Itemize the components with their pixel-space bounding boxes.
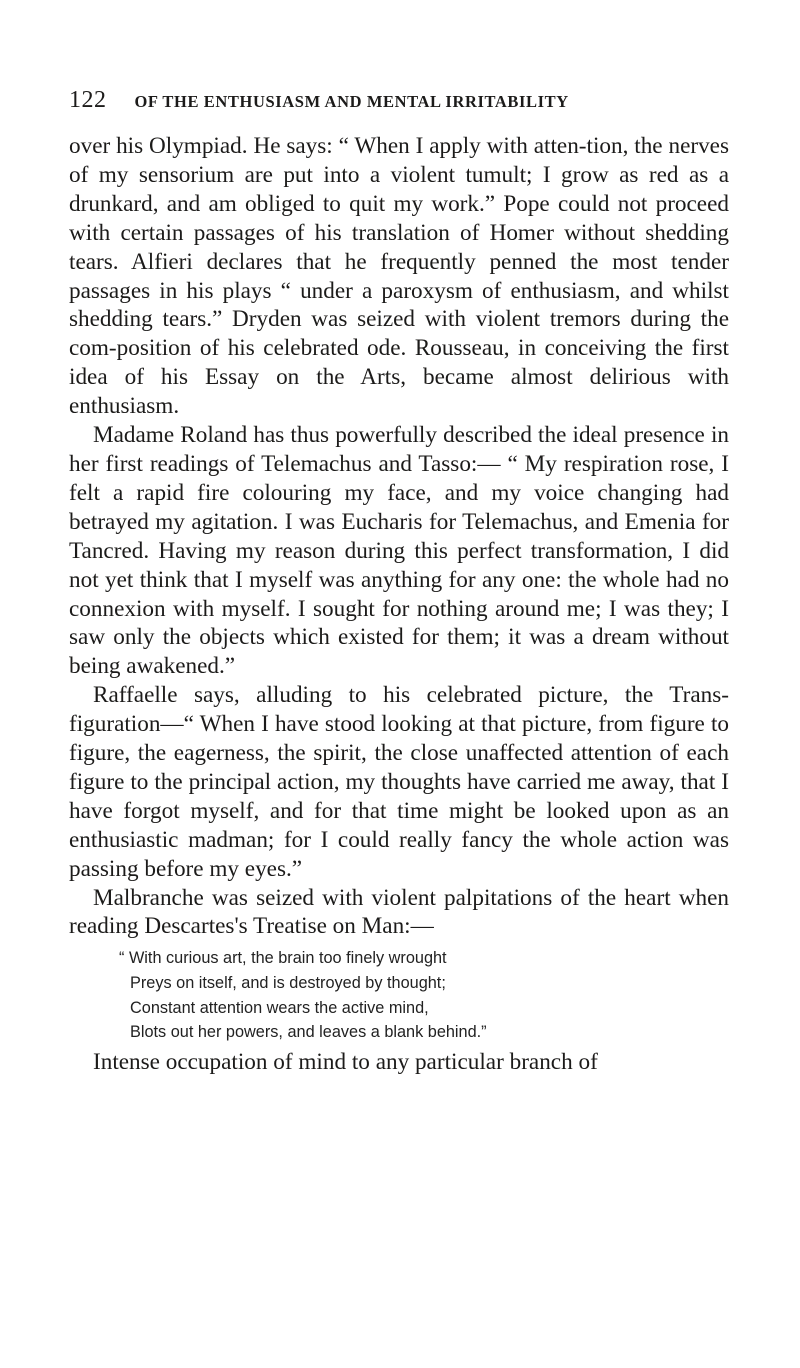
closing-line: Intense occupation of mind to any particular branch of <box>93 1048 598 1075</box>
paragraph-malbranche: Malbranche was seized with violent palpitations of the heart when reading Descartes's Treatise on Man:— <box>69 884 729 940</box>
paragraph-olympiad: over his Olympiad. He says: “ When I apply with atten-tion, the nerves of my sensorium are put into a violent tumult; I grow as red as a drunkard, and am obliged to quit my work.” Pope could not proceed with certain passages of his translation of Homer without shedding tears. Alfieri declares that he frequently penned the most tender passages in his plays “ under a paroxysm of enthusiasm, and whilst shedding tears.” Dryden was seized with violent tremors during the com-position of his celebrated ode. Rousseau, in conceiving the first idea of his Essay on the Arts, became almost delirious with enthusiasm. <box>69 133 729 420</box>
paragraph-raffaelle: Raffaelle says, alluding to his celebrated picture, the Trans-figuration—“ When I have stood looking at that picture, from figure to figure, the eagerness, the spirit, the close unaffected attention of each figure to the principal action, my thoughts have carried me away, that I have forgot myself, and for that time might be looked upon as an enthusiastic madman; for I could really fancy the whole action was passing before my eyes.” <box>69 682 729 882</box>
page-number: 122 <box>69 87 107 113</box>
verse-line: Constant attention wears the active mind, <box>130 998 429 1017</box>
page-body <box>69 132 729 1077</box>
page-header <box>69 86 649 114</box>
paragraph-madame-roland: Madame Roland has thus powerfully described the ideal presence in her first readings of Telemachus and Tasso:— “ My respiration rose, I felt a rapid fire colouring my face, and my voice changing had betrayed my agitation. I was Eucharis for Telemachus, and Emenia for Tancred. Having my reason during this perfect transformation, I did not yet think that I myself was anything for any one: the whole had no connexion with myself. I sought for nothing around me; I was they; I saw only the objects which existed for them; it was a dream without being awakened.” <box>69 422 729 680</box>
running-head: OF THE ENTHUSIASM AND MENTAL IRRITABILITY <box>134 92 569 111</box>
verse-quotation <box>69 946 729 1044</box>
verse-line: Blots out her powers, and leaves a blank behind.” <box>130 1023 487 1042</box>
verse-line: Preys on itself, and is destroyed by thought; <box>130 973 446 992</box>
verse-line: “ With curious art, the brain too finely wrought <box>119 949 447 968</box>
